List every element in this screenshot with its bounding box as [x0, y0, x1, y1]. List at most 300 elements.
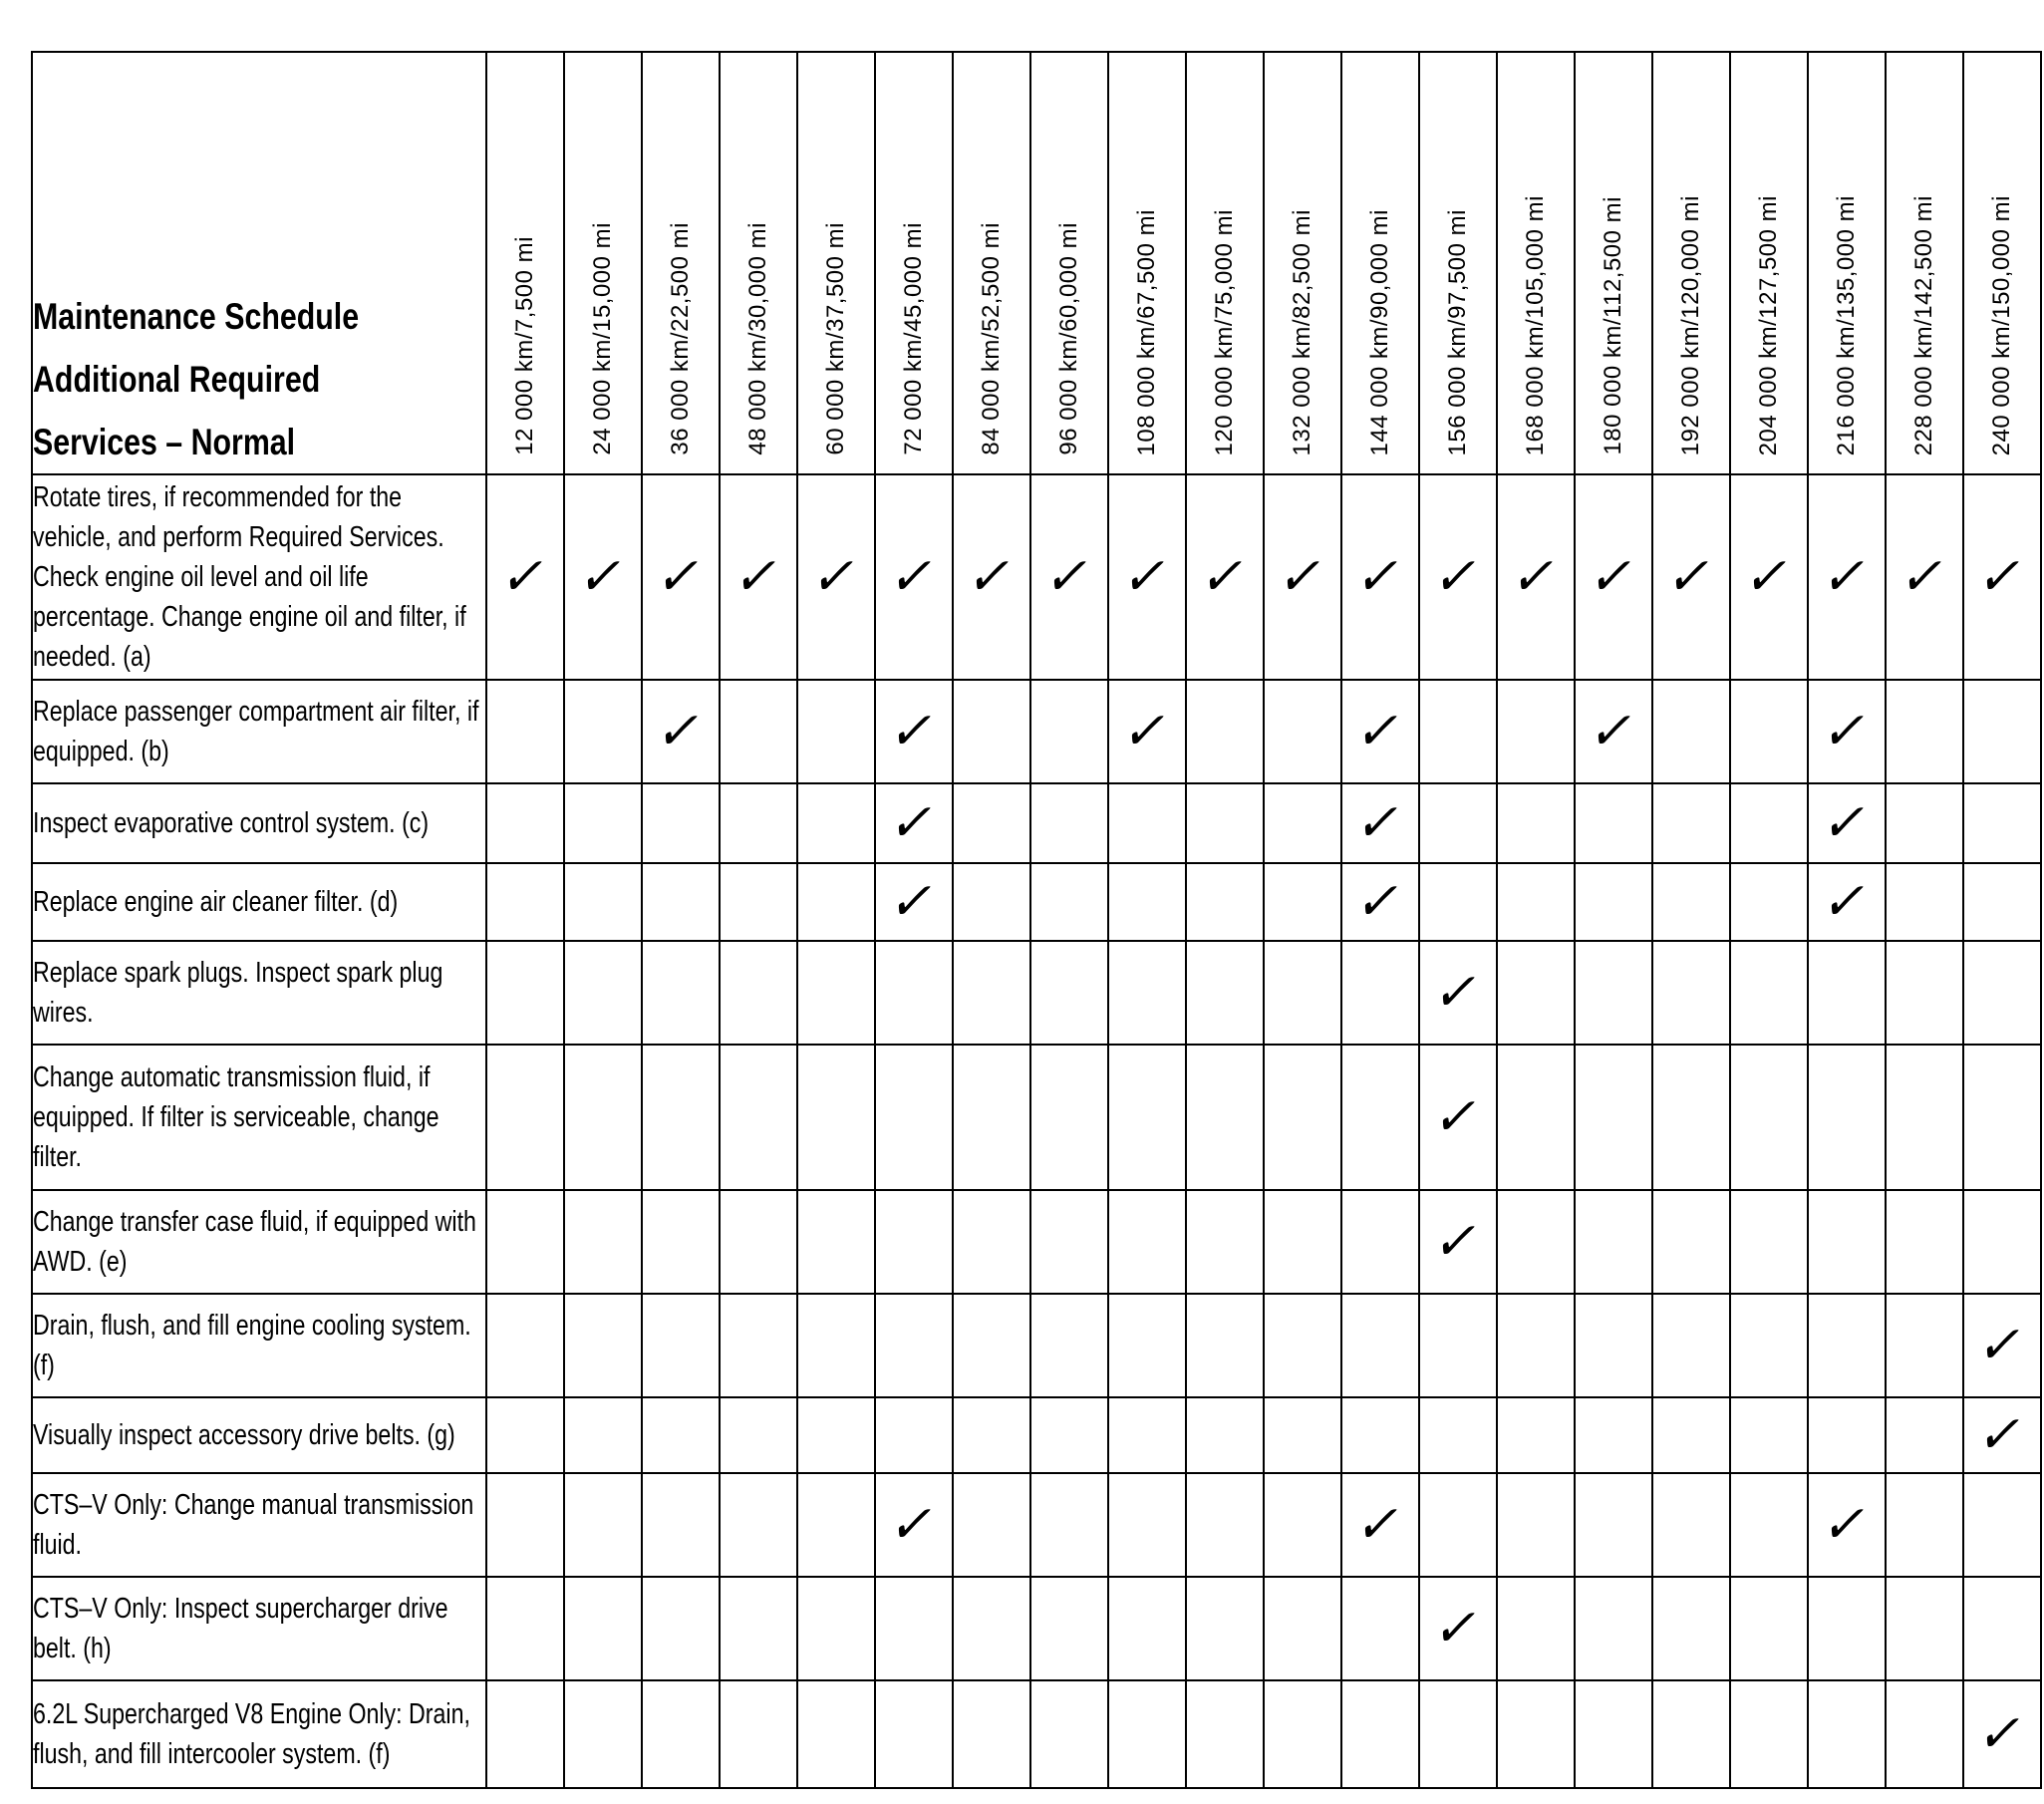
empty-cell	[564, 1397, 642, 1473]
interval-header-14	[1497, 52, 1575, 474]
empty-cell	[564, 941, 642, 1045]
empty-cell	[1963, 680, 2041, 783]
empty-cell	[564, 1190, 642, 1294]
interval-header-10	[1186, 52, 1264, 474]
check-mark-cell	[1808, 474, 1886, 680]
interval-header-9	[1108, 52, 1186, 474]
check-mark-icon: ✓	[1817, 547, 1877, 607]
interval-header-6	[875, 52, 953, 474]
empty-cell	[1419, 783, 1497, 863]
service-text: Inspect evaporative control system. (c)	[33, 807, 430, 839]
empty-cell	[797, 680, 875, 783]
interval-header-19	[1886, 52, 1963, 474]
empty-cell	[1886, 1294, 1963, 1397]
empty-cell	[564, 783, 642, 863]
interval-header-17	[1730, 52, 1808, 474]
empty-cell	[1497, 1680, 1575, 1788]
check-mark-cell	[1264, 474, 1341, 680]
empty-cell	[797, 1045, 875, 1190]
interval-header-15	[1575, 52, 1652, 474]
empty-cell	[1264, 1680, 1341, 1788]
interval-label: 192 000 km/120,000 mi	[1677, 194, 1704, 455]
interval-header-7	[953, 52, 1030, 474]
check-mark-cell	[1808, 680, 1886, 783]
service-text: CTS–V Only: Change manual transmission fluid.	[33, 1489, 474, 1561]
empty-cell	[486, 783, 564, 863]
empty-cell	[1108, 1045, 1186, 1190]
empty-cell	[1886, 1577, 1963, 1680]
empty-cell	[1652, 1190, 1730, 1294]
empty-cell	[1886, 1680, 1963, 1788]
interval-label: 96 000 km/60,000 mi	[1055, 222, 1082, 455]
check-mark-cell	[1652, 474, 1730, 680]
empty-cell	[953, 941, 1030, 1045]
service-description	[32, 1473, 486, 1577]
empty-cell	[1730, 1577, 1808, 1680]
check-mark-cell	[720, 474, 797, 680]
check-mark-icon: ✓	[884, 702, 944, 761]
check-mark-icon: ✓	[1195, 547, 1255, 607]
empty-cell	[720, 1045, 797, 1190]
empty-cell	[1652, 1680, 1730, 1788]
empty-cell	[1419, 680, 1497, 783]
empty-cell	[1730, 1294, 1808, 1397]
check-mark-icon: ✓	[1895, 547, 1954, 607]
empty-cell	[1575, 863, 1652, 941]
check-mark-cell	[642, 474, 720, 680]
check-mark-cell	[1341, 1473, 1419, 1577]
interval-header-2	[564, 52, 642, 474]
empty-cell	[564, 1045, 642, 1190]
empty-cell	[486, 1190, 564, 1294]
empty-cell	[1575, 1190, 1652, 1294]
service-text: Replace engine air cleaner filter. (d)	[33, 886, 399, 918]
service-description	[32, 680, 486, 783]
empty-cell	[875, 1577, 953, 1680]
empty-cell	[564, 863, 642, 941]
empty-cell	[953, 1045, 1030, 1190]
check-mark-icon: ✓	[1350, 793, 1410, 853]
service-description	[32, 1397, 486, 1473]
empty-cell	[1030, 1577, 1108, 1680]
empty-cell	[953, 1577, 1030, 1680]
empty-cell	[1108, 1397, 1186, 1473]
interval-label: 12 000 km/7,500 mi	[511, 236, 538, 455]
empty-cell	[1575, 1294, 1652, 1397]
empty-cell	[642, 1680, 720, 1788]
check-mark-cell	[953, 474, 1030, 680]
empty-cell	[1030, 680, 1108, 783]
check-mark-cell	[1808, 783, 1886, 863]
empty-cell	[797, 1680, 875, 1788]
empty-cell	[1497, 680, 1575, 783]
empty-cell	[1030, 1680, 1108, 1788]
interval-header-18	[1808, 52, 1886, 474]
check-mark-icon: ✓	[1972, 1704, 2032, 1764]
empty-cell	[875, 1190, 953, 1294]
maintenance-schedule-table	[31, 51, 2042, 1789]
empty-cell	[642, 1577, 720, 1680]
check-mark-icon: ✓	[884, 872, 944, 932]
empty-cell	[1808, 941, 1886, 1045]
empty-cell	[564, 680, 642, 783]
empty-cell	[486, 1473, 564, 1577]
empty-cell	[1963, 1045, 2041, 1190]
service-text: Change automatic transmission fluid, if equipped. If filter is serviceable, change filter.	[33, 1061, 439, 1173]
service-text: 6.2L Supercharged V8 Engine Only: Drain, flush, and fill intercooler system. (f)	[33, 1698, 470, 1770]
empty-cell	[1186, 1294, 1264, 1397]
check-mark-cell	[1886, 474, 1963, 680]
check-mark-icon: ✓	[495, 547, 555, 607]
empty-cell	[1264, 941, 1341, 1045]
check-mark-cell	[1808, 1473, 1886, 1577]
service-description	[32, 1190, 486, 1294]
service-row	[32, 1294, 2041, 1397]
service-row	[32, 1473, 2041, 1577]
empty-cell	[486, 863, 564, 941]
check-mark-icon: ✓	[651, 547, 711, 607]
service-description	[32, 1294, 486, 1397]
empty-cell	[1652, 1577, 1730, 1680]
empty-cell	[953, 1397, 1030, 1473]
empty-cell	[797, 1473, 875, 1577]
service-row	[32, 863, 2041, 941]
check-mark-icon: ✓	[1117, 702, 1177, 761]
service-row	[32, 1577, 2041, 1680]
empty-cell	[486, 941, 564, 1045]
empty-cell	[953, 783, 1030, 863]
empty-cell	[1963, 783, 2041, 863]
empty-cell	[720, 1577, 797, 1680]
empty-cell	[1030, 863, 1108, 941]
empty-cell	[1030, 1294, 1108, 1397]
empty-cell	[1730, 941, 1808, 1045]
empty-cell	[1108, 1577, 1186, 1680]
interval-label: 24 000 km/15,000 mi	[589, 222, 616, 455]
check-mark-cell	[875, 1473, 953, 1577]
empty-cell	[1808, 1294, 1886, 1397]
empty-cell	[1186, 863, 1264, 941]
empty-cell	[1186, 783, 1264, 863]
check-mark-cell	[1341, 474, 1419, 680]
check-mark-icon: ✓	[884, 547, 944, 607]
empty-cell	[1264, 1473, 1341, 1577]
empty-cell	[486, 1397, 564, 1473]
title-line-2: Additional Required	[33, 359, 321, 400]
service-description	[32, 1680, 486, 1788]
check-mark-icon: ✓	[962, 547, 1022, 607]
check-mark-cell	[875, 680, 953, 783]
check-mark-cell	[1419, 941, 1497, 1045]
check-mark-icon: ✓	[1428, 547, 1488, 607]
empty-cell	[1030, 1190, 1108, 1294]
check-mark-cell	[1730, 474, 1808, 680]
empty-cell	[1497, 1045, 1575, 1190]
empty-cell	[1808, 1190, 1886, 1294]
empty-cell	[1030, 1397, 1108, 1473]
empty-cell	[1652, 941, 1730, 1045]
service-text: CTS–V Only: Inspect supercharger drive belt. (h)	[33, 1593, 448, 1664]
service-text: Visually inspect accessory drive belts. (g)	[33, 1419, 455, 1451]
interval-header-13	[1419, 52, 1497, 474]
interval-label: 120 000 km/75,000 mi	[1211, 208, 1238, 455]
check-mark-icon: ✓	[1428, 963, 1488, 1023]
empty-cell	[1341, 1397, 1419, 1473]
empty-cell	[720, 1190, 797, 1294]
service-description	[32, 941, 486, 1045]
interval-header-11	[1264, 52, 1341, 474]
empty-cell	[1341, 941, 1419, 1045]
empty-cell	[642, 941, 720, 1045]
interval-label: 216 000 km/135,000 mi	[1833, 194, 1860, 455]
check-mark-cell	[1108, 474, 1186, 680]
empty-cell	[1730, 1473, 1808, 1577]
interval-header-5	[797, 52, 875, 474]
check-mark-cell	[1341, 680, 1419, 783]
empty-cell	[1575, 1473, 1652, 1577]
empty-cell	[564, 1577, 642, 1680]
empty-cell	[564, 1294, 642, 1397]
table-title	[32, 52, 486, 474]
empty-cell	[720, 863, 797, 941]
check-mark-cell	[875, 783, 953, 863]
service-row	[32, 1045, 2041, 1190]
check-mark-icon: ✓	[1817, 702, 1877, 761]
check-mark-cell	[875, 863, 953, 941]
empty-cell	[797, 941, 875, 1045]
interval-label: 240 000 km/150,000 mi	[1988, 194, 2015, 455]
check-mark-icon: ✓	[806, 547, 866, 607]
check-mark-cell	[1808, 863, 1886, 941]
service-row	[32, 1190, 2041, 1294]
check-mark-cell	[1419, 1190, 1497, 1294]
check-mark-cell	[1108, 680, 1186, 783]
check-mark-icon: ✓	[1817, 872, 1877, 932]
empty-cell	[1264, 1577, 1341, 1680]
check-mark-cell	[1186, 474, 1264, 680]
empty-cell	[875, 1397, 953, 1473]
empty-cell	[1497, 1397, 1575, 1473]
empty-cell	[1341, 1045, 1419, 1190]
empty-cell	[1186, 1190, 1264, 1294]
interval-header-8	[1030, 52, 1108, 474]
check-mark-cell	[1497, 474, 1575, 680]
empty-cell	[1963, 941, 2041, 1045]
empty-cell	[720, 1294, 797, 1397]
schedule-body	[32, 474, 2041, 1788]
interval-label: 180 000 km/112,500 mi	[1600, 196, 1626, 455]
empty-cell	[1808, 1577, 1886, 1680]
check-mark-icon: ✓	[1117, 547, 1177, 607]
check-mark-cell	[1575, 680, 1652, 783]
empty-cell	[1108, 1680, 1186, 1788]
empty-cell	[720, 680, 797, 783]
interval-label: 36 000 km/22,500 mi	[667, 222, 694, 455]
check-mark-icon: ✓	[1584, 702, 1643, 761]
empty-cell	[797, 783, 875, 863]
interval-header-3	[642, 52, 720, 474]
check-mark-cell	[1341, 863, 1419, 941]
check-mark-cell	[1030, 474, 1108, 680]
service-description	[32, 1045, 486, 1190]
empty-cell	[1264, 1045, 1341, 1190]
empty-cell	[1419, 1680, 1497, 1788]
empty-cell	[1808, 1680, 1886, 1788]
check-mark-cell	[1963, 1680, 2041, 1788]
title-line-3: Services – Normal	[33, 422, 296, 462]
empty-cell	[1264, 680, 1341, 783]
empty-cell	[642, 863, 720, 941]
check-mark-icon: ✓	[1972, 1405, 2032, 1465]
check-mark-icon: ✓	[1661, 547, 1721, 607]
interval-header-12	[1341, 52, 1419, 474]
empty-cell	[797, 1294, 875, 1397]
check-mark-icon: ✓	[884, 793, 944, 853]
service-text: Replace spark plugs. Inspect spark plug wires.	[33, 957, 443, 1029]
empty-cell	[875, 1045, 953, 1190]
check-mark-cell	[1419, 1577, 1497, 1680]
empty-cell	[1575, 1397, 1652, 1473]
empty-cell	[1419, 863, 1497, 941]
interval-label: 132 000 km/82,500 mi	[1289, 208, 1315, 455]
empty-cell	[1341, 1190, 1419, 1294]
empty-cell	[1419, 1397, 1497, 1473]
check-mark-icon: ✓	[1972, 547, 2032, 607]
empty-cell	[953, 863, 1030, 941]
empty-cell	[486, 1577, 564, 1680]
check-mark-cell	[1341, 783, 1419, 863]
empty-cell	[797, 1577, 875, 1680]
empty-cell	[1264, 1190, 1341, 1294]
empty-cell	[875, 1294, 953, 1397]
empty-cell	[1264, 863, 1341, 941]
check-mark-cell	[797, 474, 875, 680]
empty-cell	[1186, 680, 1264, 783]
empty-cell	[642, 783, 720, 863]
check-mark-cell	[1575, 474, 1652, 680]
check-mark-icon: ✓	[884, 1495, 944, 1555]
empty-cell	[1186, 1045, 1264, 1190]
service-row	[32, 941, 2041, 1045]
service-text: Drain, flush, and fill engine cooling system. (f)	[33, 1310, 471, 1381]
empty-cell	[642, 1294, 720, 1397]
interval-label: 144 000 km/90,000 mi	[1366, 208, 1393, 455]
empty-cell	[720, 941, 797, 1045]
service-row	[32, 1680, 2041, 1788]
empty-cell	[1264, 783, 1341, 863]
empty-cell	[1730, 863, 1808, 941]
interval-header-4	[720, 52, 797, 474]
empty-cell	[1186, 1397, 1264, 1473]
check-mark-cell	[1419, 474, 1497, 680]
interval-label: 84 000 km/52,500 mi	[978, 222, 1005, 455]
empty-cell	[1030, 1045, 1108, 1190]
interval-label: 228 000 km/142,500 mi	[1910, 194, 1937, 455]
empty-cell	[875, 941, 953, 1045]
interval-label: 72 000 km/45,000 mi	[900, 222, 927, 455]
empty-cell	[1652, 783, 1730, 863]
empty-cell	[720, 1680, 797, 1788]
interval-header-16	[1652, 52, 1730, 474]
empty-cell	[1108, 1190, 1186, 1294]
empty-cell	[953, 1190, 1030, 1294]
service-description	[32, 863, 486, 941]
empty-cell	[1108, 1294, 1186, 1397]
empty-cell	[1886, 941, 1963, 1045]
check-mark-icon: ✓	[1350, 547, 1410, 607]
service-description	[32, 1577, 486, 1680]
empty-cell	[875, 1680, 953, 1788]
empty-cell	[1652, 1294, 1730, 1397]
empty-cell	[1497, 863, 1575, 941]
empty-cell	[1730, 1190, 1808, 1294]
interval-label: 108 000 km/67,500 mi	[1133, 208, 1160, 455]
empty-cell	[1186, 1473, 1264, 1577]
empty-cell	[1886, 1473, 1963, 1577]
empty-cell	[1341, 1577, 1419, 1680]
empty-cell	[1108, 941, 1186, 1045]
empty-cell	[1264, 1294, 1341, 1397]
check-mark-icon: ✓	[651, 702, 711, 761]
check-mark-cell	[1963, 474, 2041, 680]
check-mark-cell	[875, 474, 953, 680]
empty-cell	[1497, 1190, 1575, 1294]
check-mark-icon: ✓	[1428, 1212, 1488, 1272]
empty-cell	[1963, 1190, 2041, 1294]
empty-cell	[486, 1045, 564, 1190]
check-mark-icon: ✓	[1273, 547, 1332, 607]
check-mark-icon: ✓	[1350, 1495, 1410, 1555]
empty-cell	[1963, 863, 2041, 941]
interval-header-20	[1963, 52, 2041, 474]
check-mark-icon: ✓	[1428, 1087, 1488, 1147]
service-description	[32, 783, 486, 863]
empty-cell	[797, 863, 875, 941]
empty-cell	[1497, 783, 1575, 863]
empty-cell	[1575, 941, 1652, 1045]
empty-cell	[1808, 1397, 1886, 1473]
empty-cell	[486, 680, 564, 783]
empty-cell	[486, 1680, 564, 1788]
empty-cell	[1730, 680, 1808, 783]
interval-label: 60 000 km/37,500 mi	[822, 222, 849, 455]
empty-cell	[1575, 1577, 1652, 1680]
empty-cell	[486, 1294, 564, 1397]
empty-cell	[1886, 863, 1963, 941]
empty-cell	[1497, 1577, 1575, 1680]
empty-cell	[1652, 1473, 1730, 1577]
check-mark-cell	[1963, 1397, 2041, 1473]
empty-cell	[1108, 783, 1186, 863]
empty-cell	[1030, 783, 1108, 863]
service-row	[32, 680, 2041, 783]
check-mark-icon: ✓	[1039, 547, 1099, 607]
check-mark-cell	[1963, 1294, 2041, 1397]
empty-cell	[720, 1473, 797, 1577]
service-row	[32, 474, 2041, 680]
check-mark-cell	[486, 474, 564, 680]
empty-cell	[1575, 1680, 1652, 1788]
check-mark-icon: ✓	[729, 547, 788, 607]
empty-cell	[1497, 941, 1575, 1045]
empty-cell	[1419, 1294, 1497, 1397]
empty-cell	[1808, 1045, 1886, 1190]
service-description	[32, 474, 486, 680]
empty-cell	[953, 1680, 1030, 1788]
empty-cell	[953, 680, 1030, 783]
empty-cell	[1730, 1397, 1808, 1473]
empty-cell	[1575, 783, 1652, 863]
